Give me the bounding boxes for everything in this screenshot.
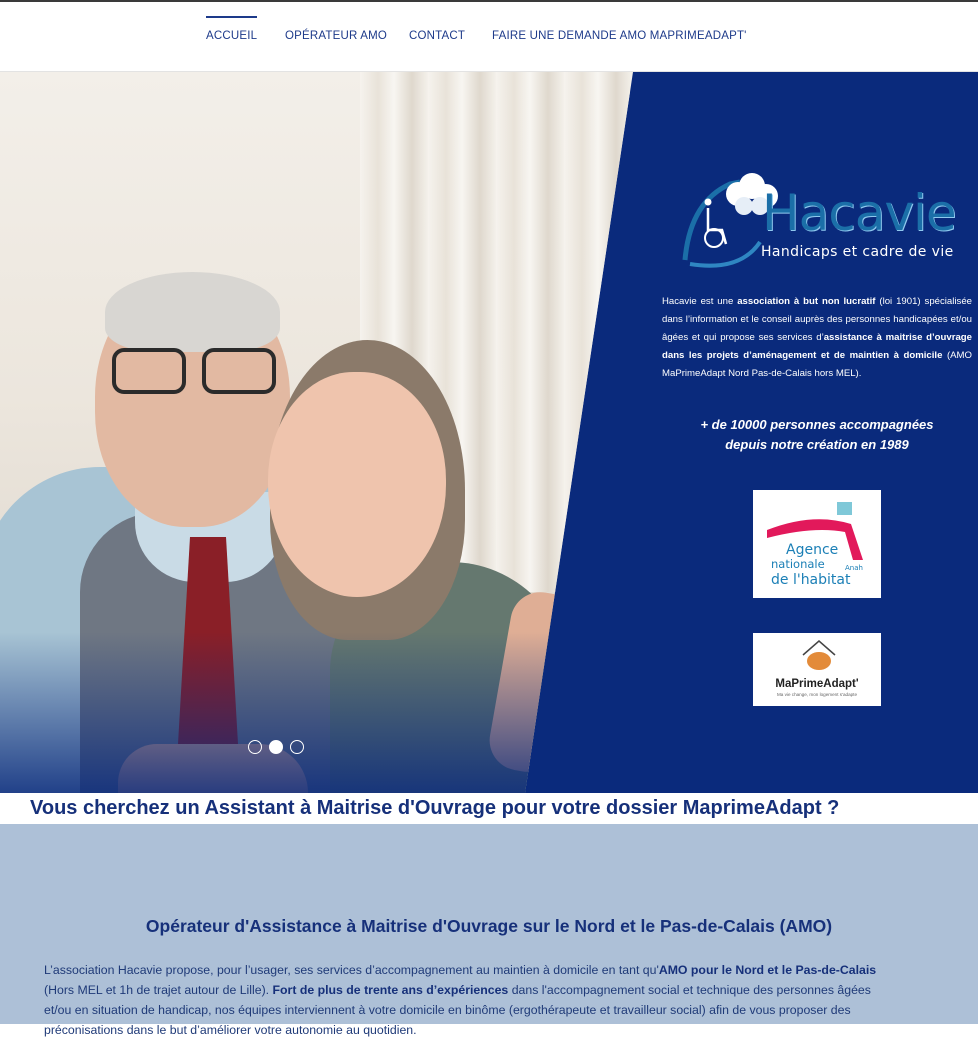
slider-dot-2[interactable] — [269, 740, 283, 754]
slider-dot-3[interactable] — [290, 740, 304, 754]
photo-man-hair — [105, 272, 280, 352]
svg-text:Ma vie change, mon logement s': Ma vie change, mon logement s'adapte — [776, 692, 858, 697]
section-title: Opérateur d'Assistance à Maitrise d'Ouvrage sur le Nord et le Pas-de-Calais (AMO) — [145, 916, 833, 936]
headline-band — [0, 793, 978, 824]
maprimeadapt-logo[interactable] — [753, 633, 881, 706]
main-navigation — [0, 2, 978, 72]
slider-dots — [248, 740, 304, 754]
svg-text:Agence: Agence — [786, 542, 839, 558]
nav-faire-une-demande[interactable]: FAIRE UNE DEMANDE AMO MAPRIMEADAPT' — [492, 30, 747, 42]
hacavie-logo-text: Hacavie — [762, 184, 956, 242]
svg-text:Anah: Anah — [845, 564, 863, 572]
hero-banner — [0, 72, 978, 793]
hacavie-description: Hacavie est une association à but non lucratif (loi 1901) spécialisée dans l’information et le conseil auprès des personnes handicapées et/ou âgées et qui propose ses services d’assistance à maitrise d’ouvrage dans les projets d’aménagement et de maintien à domicile (AMO MaPrimeAdapt Nord Pas-de-Calais hors MEL). — [662, 296, 973, 379]
svg-text:MaPrimeAdapt': MaPrimeAdapt' — [775, 678, 859, 690]
photo-woman-face — [268, 372, 446, 597]
nav-operateur-amo[interactable]: OPÉRATEUR AMO — [285, 30, 388, 42]
nav-accueil[interactable]: ACCUEIL — [206, 30, 258, 42]
photo-fade — [0, 632, 640, 793]
photo-man-glasses — [112, 348, 277, 396]
main-headline: Vous cherchez un Assistant à Maitrise d'Ouvrage pour votre dossier MaprimeAdapt ? — [30, 797, 840, 819]
section-text: L’association Hacavie propose, pour l’usager, ses services d’accompagnement au maintien à domicile en tant qu'AMO pour le Nord et le Pas-de-Calais (Hors MEL et 1h de trajet autour de Lille). Fort de plus de trente ans d’expériences dans l'accompagnement social et technique des personnes âgées et/ou en situation de handicap, nos équipes interviennent à votre domicile en binôme (ergothérapeute et travailleur social) afin de vous proposer des préconisations dans le but d’améliorer votre autonomie au quotidien. — [44, 963, 877, 1037]
svg-text:nationale: nationale — [771, 557, 825, 571]
anah-logo-icon — [753, 490, 881, 598]
hacavie-tagline: Handicaps et cadre de vie — [761, 244, 954, 260]
amo-section — [0, 824, 978, 1037]
nav-contact[interactable]: CONTACT — [409, 30, 466, 42]
anah-logo[interactable] — [753, 490, 881, 598]
people-supported-stat: + de 10000 personnes accompagnées depuis notre création en 1989 — [700, 417, 934, 452]
slider-dot-1[interactable] — [248, 740, 262, 754]
svg-text:de l'habitat: de l'habitat — [771, 572, 851, 588]
maprimeadapt-logo-icon — [753, 633, 881, 706]
